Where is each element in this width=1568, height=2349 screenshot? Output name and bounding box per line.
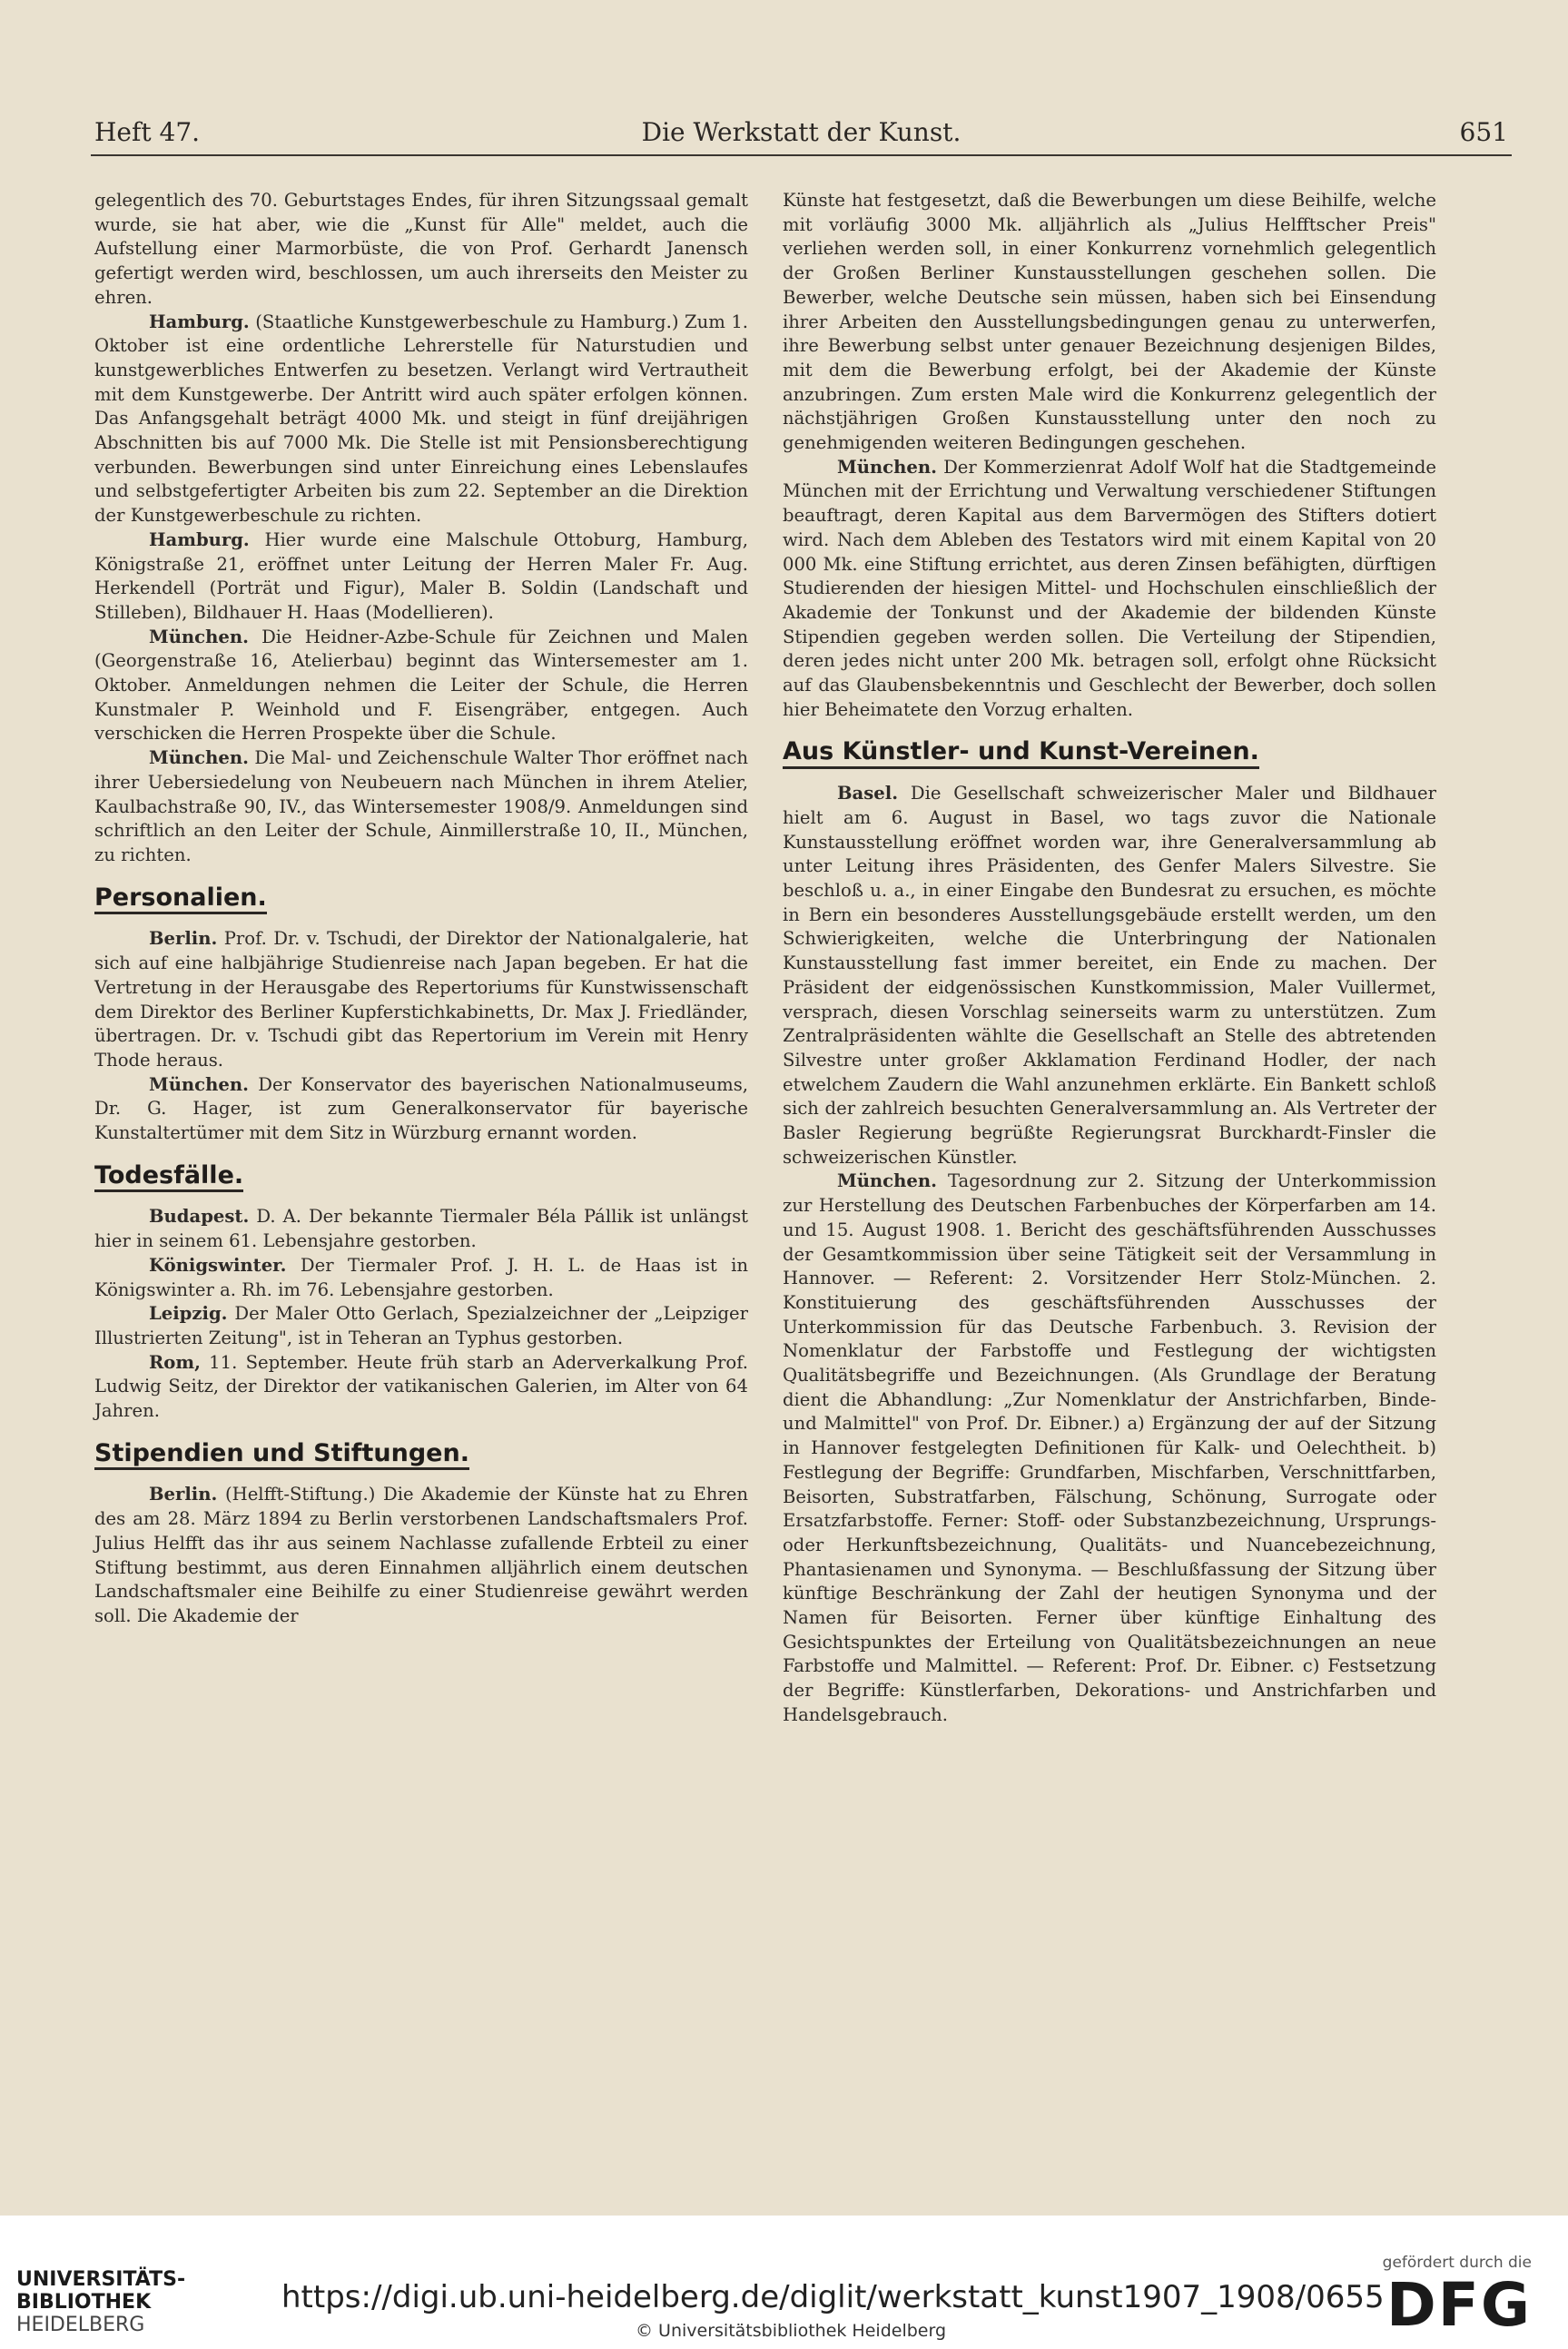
dateline-place: München.: [837, 1170, 937, 1192]
right-column: [783, 189, 1436, 1728]
library-logo-line1: UNIVERSITÄTS-: [16, 2268, 186, 2291]
library-logo-line3: HEIDELBERG: [16, 2314, 145, 2336]
dateline-place: Budapest.: [149, 1206, 250, 1228]
article-paragraph: [94, 626, 748, 747]
dfg-logo: DFG: [1386, 2270, 1532, 2340]
paragraph-text: Hier wurde eine Malschule Ottoburg, Hamburg, Königstraße 21, eröffnet unter Leitung der Herren Maler Fr. Aug. Herkendell (Porträt und Figur), Maler B. Soldin (Landschaft und Stilleben), Bildhauer H. Haas (Modellieren).: [94, 528, 748, 623]
paragraph-text: Die Heidner-Azbe-Schule für Zeichnen und Malen (Georgenstraße 16, Atelierbau) beginnt das Wintersemester am 1. Oktober. Anmeldungen nehmen die Leiter der Schule, die Herren Kunstmaler P. Weinhold und F. Eisengräber, entgegen. Auch verschicken die Herren Prospekte über die Schule.: [94, 626, 748, 745]
dateline-place: München.: [149, 626, 249, 647]
funded-by-label: gefördert durch die: [1382, 2254, 1532, 2272]
dateline-place: Königswinter.: [149, 1254, 287, 1276]
paragraph-text: (Staatliche Kunstgewerbeschule zu Hamburg.) Zum 1. Oktober ist eine ordentliche Lehrerstelle für Naturstudien und kunstgewerbliches Entwerfen zu besetzen. Verlangt wird Vertrautheit mit dem Kunstgewerbe. Der Antritt wird auch später erfolgen können. Das Anfangsgehalt beträgt 4000 Mk. und steigt in fünf dreijährigen Abschnitten bis auf 7000 Mk. Die Stelle ist mit Pensionsberechtigung verbunden. Bewerbungen sind unter Einreichung eines Lebenslaufes und selbstgefertigter Arbeiten bis zum 22. September an die Direktion der Kunstgewerbeschule zu richten.: [94, 311, 749, 527]
section-heading: Personalien.: [94, 886, 267, 915]
page-header: [91, 111, 1512, 156]
paragraph-text: Die Mal- und Zeichenschule Walter Thor eröffnet nach ihrer Uebersiedelung von Neubeuern nach München in ihrem Atelier, Kaulbachstraße 90, IV., das Wintersemester 1908/9. Anmeldungen sind schriftlich an den Leiter der Schule, Ainmillerstraße 10, II., München, zu richten.: [94, 747, 748, 865]
library-logo-line2: BIBLIOTHEK: [16, 2291, 152, 2314]
dateline-place: Hamburg.: [149, 311, 250, 332]
dateline-place: Leipzig.: [149, 1303, 228, 1325]
dateline-place: München.: [837, 456, 937, 478]
article-paragraph: [94, 311, 748, 528]
article-paragraph: [94, 1351, 748, 1424]
dateline-place: Berlin.: [149, 928, 218, 950]
viewer-footer: [0, 2216, 1568, 2349]
section-heading: Stipendien und Stiftungen.: [94, 1442, 469, 1471]
dateline-place: Basel.: [837, 783, 899, 804]
article-paragraph: [94, 1302, 748, 1350]
article-paragraph: [94, 1483, 748, 1628]
paragraph-text: Der Maler Otto Gerlach, Spezialzeichner der „Leipziger Illustrierten Zeitung", ist in Teheran an Typhus gestorben.: [94, 1303, 748, 1348]
library-logo: [16, 2268, 185, 2336]
paragraph-text: Der Konservator des bayerischen Nationalmuseums, Dr. G. Hager, ist zum Generalkonservator für bayerische Kunstaltertümer mit dem Sitz in Würzburg ernannt worden.: [94, 1073, 748, 1144]
article-paragraph: [94, 1205, 748, 1253]
dateline-place: Rom,: [149, 1351, 201, 1373]
article-paragraph: [94, 1073, 748, 1146]
permalink-url[interactable]: https://digi.ub.uni-heidelberg.de/diglit/werkstatt_kunst1907_1908/0655: [281, 2279, 1385, 2315]
paragraph-text: (Helfft-Stiftung.) Die Akademie der Künste hat zu Ehren des am 28. März 1894 zu Berlin verstorbenen Landschaftsmalers Prof. Julius Helfft das ihr aus seinem Nachlasse zufallende Erbteil zu einer Stiftung bestimmt, aus deren Einnahmen alljährlich einem deutschen Landschaftsmaler eine Beihilfe zu einer Studienreise gewährt werden soll. Die Akademie der: [94, 1484, 748, 1626]
paragraph-text: D. A. Der bekannte Tiermaler Béla Pállik ist unlängst hier in seinem 61. Lebensjahre gestorben.: [94, 1206, 748, 1252]
journal-title: Die Werkstatt der Kunst.: [641, 117, 962, 147]
paragraph-text: Künste hat festgesetzt, daß die Bewerbungen um diese Beihilfe, welche mit vorläufig 3000 Mk. alljährlich als „Julius Helfftscher Preis" verliehen werden soll, in einer Konkurrenz vornehmlich gelegentlich der Großen Berliner Kunstausstellungen geschehen sollen. Die Bewerber, welche Deutsche sein müssen, haben sich bei Einsendung ihrer Arbeiten den Ausstellungsbedingungen genau zu unterwerfen, ihre Bewerbung selbst unter genauer Bezeichnung desjenigen Bildes, mit dem die Bewerbung erfolgt, bei der Akademie der Künste anzubringen. Zum ersten Male wird die Konkurrenz gelegentlich der nächstjährigen Großen Kunstausstellung unter den noch zu genehmigenden weiteren Bedingungen geschehen.: [783, 190, 1436, 454]
article-paragraph: [94, 528, 748, 626]
paragraph-text: Der Tiermaler Prof. J. H. L. de Haas ist in Königswinter a. Rh. im 76. Lebensjahre gestorben.: [94, 1254, 748, 1300]
paragraph-text: Der Kommerzienrat Adolf Wolf hat die Stadtgemeinde München mit der Errichtung und Verwaltung verschiedener Stiftungen beauftragt, deren Kapital aus dem Barvermögen des Stifters dotiert wird. Nach dem Ableben des Testators wird mit einem Kapital von 20 000 Mk. eine Stiftung errichtet, aus deren Zinsen befähigten, dürftigen Studierenden der hiesigen Mittel- und Hochschulen einschließlich der Akademie der Tonkunst und der Akademie der bildenden Künste Stipendien gegeben werden sollen. Die Verteilung der Stipendien, deren jedes nicht unter 200 Mk. betragen soll, erfolgt ohne Rücksicht auf das Glaubensbekenntnis und Geschlecht der Bewerber, doch sollen hier Beheimatete den Vorzug erhalten.: [783, 456, 1436, 720]
paragraph-text: Prof. Dr. v. Tschudi, der Direktor der Nationalgalerie, hat sich auf eine halbjährige Studienreise nach Japan begeben. Er hat die Vertretung in der Herausgabe des Repertoriums für Kunstwissenschaft dem Direktor des Berliner Kupferstichkabinetts, Dr. Max J. Friedländer, übertragen. Dr. v. Tschudi gibt das Repertorium im Verein mit Henry Thode heraus.: [94, 928, 748, 1071]
article-paragraph: [783, 456, 1436, 723]
paragraph-text: Die Gesellschaft schweizerischer Maler und Bildhauer hielt am 6. August in Basel, wo tags zuvor die Nationale Kunstausstellung eröffnet worden war, ihre Generalversammlung ab unter Leitung ihres Präsidenten, des Genfer Malers Silvestre. Sie beschloß u. a., in einer Eingabe den Bundesrat zu ersuchen, es möchte in Bern ein besonderes Ausstellungsgebäude erstellt werden, um den Schwierigkeiten, welche die Unterbringung der Nationalen Kunstausstellung fast immer bereitet, ein Ende zu machen. Der Präsident der eidgenössischen Kunstkommission, Maler Vuillermet, versprach, diesen Vorschlag seinerseits warm zu unterstützen. Zum Zentralpräsidenten wählte die Gesellschaft an Stelle des abtretenden Silvestre unter großer Akklamation Ferdinand Hodler, der nach etwelchem Zaudern die Wahl anzunehmen erklärte. Ein Bankett schloß sich der zahlreich besuchten Generalversammlung an. Als Vertreter der Basler Regierung begrüßte Regierungsrat Burckhardt-Finsler die schweizerischen Künstler.: [783, 783, 1436, 1168]
article-paragraph: [94, 746, 748, 868]
paragraph-text: Tagesordnung zur 2. Sitzung der Unterkommission zur Herstellung des Deutschen Farbenbuches der Körperfarben am 14. und 15. August 1908. 1. Bericht des geschäftsführenden Ausschusses der Gesamtkommission über seine Tätigkeit seit der Versammlung in Hannover. — Referent: 2. Vorsitzender Herr Stolz-München. 2. Konstituierung des geschäftsführenden Ausschusses der Unterkommission für das Deutsche Farbenbuch. 3. Revision der Nomenklatur der Farbstoffe und Festlegung der wichtigsten Qualitätsbegriffe und Bezeichnungen. (Als Grundlage der Beratung dient die Abhandlung: „Zur Nomenklatur der Anstrichfarben, Binde- und Malmittel" von Prof. Dr. Eibner.) a) Ergänzung der auf der Sitzung in Hannover festgelegten Definitionen für Kalk- und Oelechtheit. b) Festlegung der Begriffe: Grundfarben, Mischfarben, Verschnittfarben, Beisorten, Substratfarben, Fälschung, Schönung, Surrogate oder Ersatzfarbstoffe. Ferner: Stoff- oder Substanzbezeichnung, Ursprungs- oder Herkunftsbezeichnung, Qualitäts- und Nuancebezeichnung, Phantasienamen und Synonyma. — Beschlußfassung der Sitzung über künftige Beschränkung der Zahl der heutigen Synonyma und der Namen für Beisorten. Ferner über künftige Einhaltung des Gesichtspunktes der Erteilung von Qualitätsbezeichnungen an neue Farbstoffe und Malmittel. — Referent: Prof. Dr. Eibner. c) Festsetzung der Begriffe: Künstlerfarben, Dekorations- und Anstrichfarben und Handelsgebrauch.: [783, 1170, 1436, 1725]
dateline-place: Berlin.: [149, 1484, 218, 1505]
article-paragraph: [783, 189, 1436, 456]
dateline-place: Hamburg.: [149, 528, 250, 550]
dateline-place: München.: [149, 747, 249, 769]
article-paragraph: [94, 189, 748, 311]
section-heading: Todesfälle.: [94, 1164, 243, 1193]
issue-number: Heft 47.: [94, 117, 201, 147]
paragraph-text: 11. September. Heute früh starb an Aderverkalkung Prof. Ludwig Seitz, der Direktor der vatikanischen Galerien, im Alter von 64 Jahren.: [94, 1351, 748, 1422]
article-paragraph: [783, 1170, 1436, 1727]
paragraph-text: gelegentlich des 70. Geburtstages Endes, für ihren Sitzungssaal gemalt wurde, sie hat aber, wie die „Kunst für Alle" meldet, auch die Aufstellung einer Marmorbüste, die von Prof. Gerhardt Janensch gefertigt werden wird, beschlossen, um auch ihrerseits den Meister zu ehren.: [94, 190, 748, 308]
section-heading: Aus Künstler- und Kunst-Vereinen.: [783, 740, 1259, 769]
dateline-place: München.: [149, 1073, 249, 1095]
article-paragraph: [783, 782, 1436, 1170]
page-number: 651: [1459, 117, 1508, 147]
left-column: [94, 189, 748, 1629]
copyright-notice: © Universitätsbibliothek Heidelberg: [636, 2321, 947, 2341]
article-paragraph: [94, 1254, 748, 1302]
article-paragraph: [94, 927, 748, 1072]
